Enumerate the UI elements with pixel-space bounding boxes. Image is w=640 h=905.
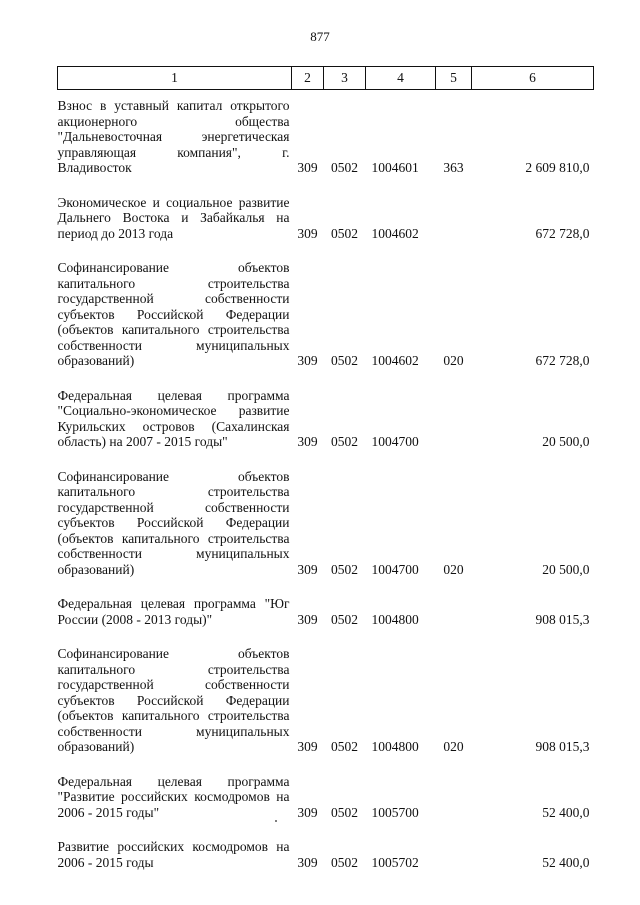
row-section: 0502	[331, 804, 358, 820]
row-target: 1004602	[371, 353, 419, 368]
row-amount: 2 609 810,0	[525, 160, 590, 175]
row-target: 1004700	[371, 561, 419, 577]
row-expense-type	[436, 831, 472, 881]
row-name: Федеральная целевая программа "Социально-экономическое развитие Курильских островов (Сахалинская область) на 2007 - 2015 годы"	[57, 387, 290, 449]
table-row	[58, 252, 594, 380]
row-section: 0502	[331, 854, 358, 870]
header-col-4: 4	[366, 67, 436, 90]
header-col-1: 1	[58, 67, 292, 90]
row-target: 1004601	[371, 160, 419, 175]
table-row	[58, 638, 594, 766]
row-name: Федеральная целевая программа "Развитие российских космодромов на 2006 - 2015 годы"	[57, 773, 290, 820]
scan-dot	[275, 820, 277, 822]
header-col-2: 2	[292, 67, 324, 90]
row-name: Экономическое и социальное развитие Дальнего Востока и Забайкалья на период до 2013 года	[57, 194, 290, 241]
row-ministry: 309	[297, 160, 318, 175]
row-amount: 908 015,3	[535, 611, 590, 627]
row-section: 0502	[331, 160, 358, 175]
table-row	[58, 766, 594, 832]
row-target: 1005700	[371, 804, 419, 820]
table-row	[58, 187, 594, 253]
table-row	[58, 461, 594, 589]
table-row	[58, 588, 594, 638]
row-expense-type	[436, 766, 472, 832]
row-expense-type: 363	[443, 160, 464, 175]
row-name: Софинансирование объектов капитального строительства государственной собственности субъектов Российской Федерации (объектов капитального строительства собственности муниципальных образований)	[57, 260, 290, 368]
table-row	[58, 90, 594, 187]
row-section: 0502	[331, 434, 358, 449]
row-target: 1004700	[371, 434, 419, 449]
row-section: 0502	[331, 739, 358, 754]
row-expense-type	[436, 380, 472, 461]
row-section: 0502	[331, 225, 358, 241]
row-section: 0502	[331, 561, 358, 577]
table-row	[58, 831, 594, 881]
row-ministry: 309	[297, 804, 318, 820]
header-col-3: 3	[324, 67, 366, 90]
row-ministry: 309	[297, 225, 318, 241]
header-row	[58, 67, 594, 90]
row-amount: 908 015,3	[535, 739, 590, 754]
row-expense-type: 020	[443, 739, 464, 754]
row-ministry: 309	[297, 611, 318, 627]
table-row	[58, 380, 594, 461]
row-section: 0502	[331, 353, 358, 368]
row-amount: 52 400,0	[542, 804, 590, 820]
row-amount: 672 728,0	[535, 353, 590, 368]
row-name: Софинансирование объектов капитального строительства государственной собственности субъектов Российской Федерации (объектов капитального строительства собственности муниципальных образований)	[57, 468, 290, 577]
row-amount: 20 500,0	[542, 434, 590, 449]
row-expense-type: 020	[443, 561, 464, 577]
row-amount: 52 400,0	[542, 854, 590, 870]
header-col-5: 5	[436, 67, 472, 90]
row-target: 1004800	[371, 611, 419, 627]
row-target: 1004602	[371, 225, 419, 241]
row-amount: 672 728,0	[535, 225, 590, 241]
row-ministry: 309	[297, 739, 318, 754]
row-section: 0502	[331, 611, 358, 627]
row-name: Федеральная целевая программа "Юг России (2008 - 2013 годы)"	[57, 596, 290, 627]
row-name: Софинансирование объектов капитального строительства государственной собственности субъектов Российской Федерации (объектов капитального строительства собственности муниципальных образований)	[57, 646, 290, 754]
row-ministry: 309	[297, 854, 318, 870]
row-name: Развитие российских космодромов на 2006 - 2015 годы	[57, 839, 290, 870]
row-name: Взнос в уставный капитал открытого акционерного общества "Дальневосточная энергетическая управляющая компания", г. Владивосток	[57, 98, 290, 175]
header-col-6: 6	[472, 67, 594, 90]
row-target: 1005702	[371, 854, 419, 870]
row-expense-type	[436, 187, 472, 253]
page-number: 877	[310, 29, 330, 44]
row-ministry: 309	[297, 353, 318, 368]
row-ministry: 309	[297, 434, 318, 449]
budget-table	[57, 66, 594, 881]
row-expense-type: 020	[443, 353, 464, 368]
row-target: 1004800	[371, 739, 419, 754]
row-expense-type	[436, 588, 472, 638]
table-body	[58, 90, 594, 882]
row-amount: 20 500,0	[542, 561, 590, 577]
table-header	[58, 67, 594, 90]
row-ministry: 309	[297, 561, 318, 577]
